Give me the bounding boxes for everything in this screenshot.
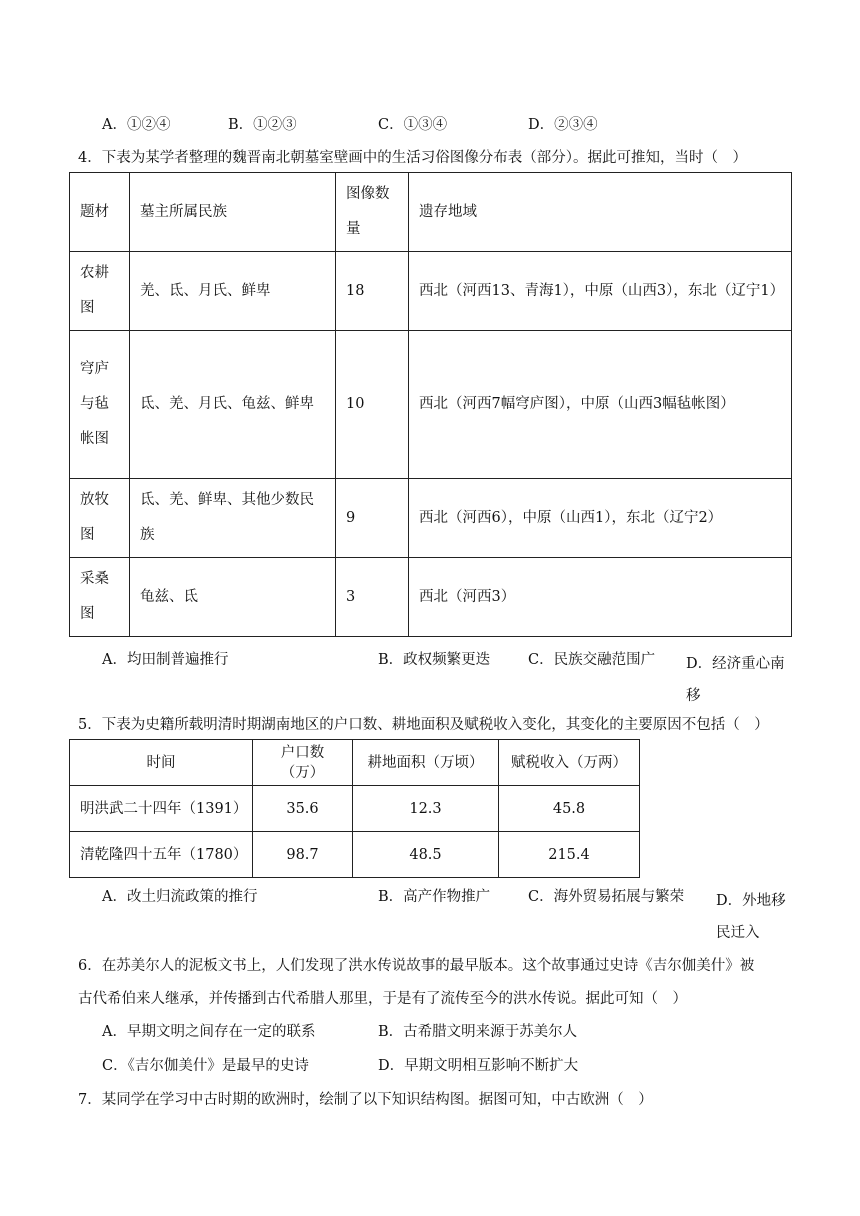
cell-count: 18 bbox=[336, 252, 409, 331]
q4-table bbox=[69, 172, 792, 637]
q5-stem: 5．下表为史籍所载明清时期湖南地区的户口数、耕地面积及赋税收入变化，其变化的主要原因不包括（ ） bbox=[78, 717, 769, 733]
table-row bbox=[70, 786, 640, 832]
cell-time: 明洪武二十四年（1391） bbox=[70, 786, 253, 832]
cell-time: 清乾隆四十五年（1780） bbox=[70, 832, 253, 878]
q5-option-c: C．海外贸易拓展与繁荣 bbox=[528, 889, 685, 905]
q4-option-b: B．政权频繁更迭 bbox=[378, 652, 491, 668]
q6-option-c: C．《吉尔伽美什》是最早的史诗 bbox=[102, 1058, 309, 1074]
cell-ethnic: 氐、羌、月氏、龟兹、鲜卑 bbox=[130, 331, 336, 479]
cell-ethnic: 羌、氐、月氏、鲜卑 bbox=[130, 252, 336, 331]
cell-region: 西北（河西7幅穹庐图），中原（山西3幅毡帐图） bbox=[409, 331, 792, 479]
table-row bbox=[70, 832, 640, 878]
q5-option-d: D．外地移民迁入 bbox=[716, 893, 786, 941]
q3-option-b: B．①②③ bbox=[228, 117, 297, 133]
cell-ethnic: 龟兹、氐 bbox=[130, 558, 336, 637]
header-farmland: 耕地面积（万顷） bbox=[353, 740, 499, 786]
cell-households: 35.6 bbox=[253, 786, 353, 832]
q6-stem-line-1: 6．在苏美尔人的泥板文书上，人们发现了洪水传说故事的最早版本。这个故事通过史诗《吉尔伽美什》被 bbox=[78, 958, 755, 974]
cell-farmland: 12.3 bbox=[353, 786, 499, 832]
cell-subject: 放牧图 bbox=[70, 479, 130, 558]
table-header-row bbox=[70, 740, 640, 786]
q4-option-d: D．经济重心南移 bbox=[686, 656, 785, 704]
q5-table bbox=[69, 739, 640, 878]
q7-stem: 7．某同学在学习中古时期的欧洲时，绘制了以下知识结构图。据图可知，中古欧洲（ ） bbox=[78, 1092, 653, 1108]
q3-option-c: C．①③④ bbox=[378, 117, 448, 133]
header-time: 时间 bbox=[70, 740, 253, 786]
cell-count: 3 bbox=[336, 558, 409, 637]
table-row bbox=[70, 252, 792, 331]
table-header-row bbox=[70, 173, 792, 252]
cell-subject: 穹庐与毡帐图 bbox=[70, 331, 130, 479]
cell-tax: 215.4 bbox=[499, 832, 640, 878]
cell-region: 西北（河西6），中原（山西1），东北（辽宁2） bbox=[409, 479, 792, 558]
q3-option-d: D．②③④ bbox=[528, 117, 598, 133]
q6-option-b: B．古希腊文明来源于苏美尔人 bbox=[378, 1024, 578, 1040]
cell-count: 10 bbox=[336, 331, 409, 479]
table-row bbox=[70, 331, 792, 479]
q4-stem: 4．下表为某学者整理的魏晋南北朝墓室壁画中的生活习俗图像分布表（部分）。据此可推知，当时（ ） bbox=[78, 150, 747, 166]
q5-option-b: B．高产作物推广 bbox=[378, 889, 491, 905]
q6-option-a: A．早期文明之间存在一定的联系 bbox=[102, 1024, 316, 1040]
cell-region: 西北（河西13、青海1），中原（山西3），东北（辽宁1） bbox=[409, 252, 792, 331]
header-ethnic: 墓主所属民族 bbox=[130, 173, 336, 252]
header-households: 户口数（万） bbox=[253, 740, 353, 786]
cell-subject: 采桑图 bbox=[70, 558, 130, 637]
header-count: 图像数量 bbox=[336, 173, 409, 252]
cell-tax: 45.8 bbox=[499, 786, 640, 832]
q4-option-a: A．均田制普遍推行 bbox=[102, 652, 229, 668]
header-subject: 题材 bbox=[70, 173, 130, 252]
cell-farmland: 48.5 bbox=[353, 832, 499, 878]
cell-region: 西北（河西3） bbox=[409, 558, 792, 637]
table-row bbox=[70, 558, 792, 637]
cell-count: 9 bbox=[336, 479, 409, 558]
q3-option-a: A．①②④ bbox=[102, 117, 171, 133]
table-row bbox=[70, 479, 792, 558]
q5-option-a: A．改土归流政策的推行 bbox=[102, 889, 258, 905]
header-tax: 赋税收入（万两） bbox=[499, 740, 640, 786]
q6-option-d: D．早期文明相互影响不断扩大 bbox=[378, 1058, 579, 1074]
cell-subject: 农耕图 bbox=[70, 252, 130, 331]
header-region: 遗存地域 bbox=[409, 173, 792, 252]
cell-households: 98.7 bbox=[253, 832, 353, 878]
cell-ethnic: 氐、羌、鲜卑、其他少数民族 bbox=[130, 479, 336, 558]
q6-stem-line-2: 古代希伯来人继承，并传播到古代希腊人那里，于是有了流传至今的洪水传说。据此可知（ ） bbox=[78, 991, 687, 1007]
q4-option-c: C．民族交融范围广 bbox=[528, 652, 656, 668]
